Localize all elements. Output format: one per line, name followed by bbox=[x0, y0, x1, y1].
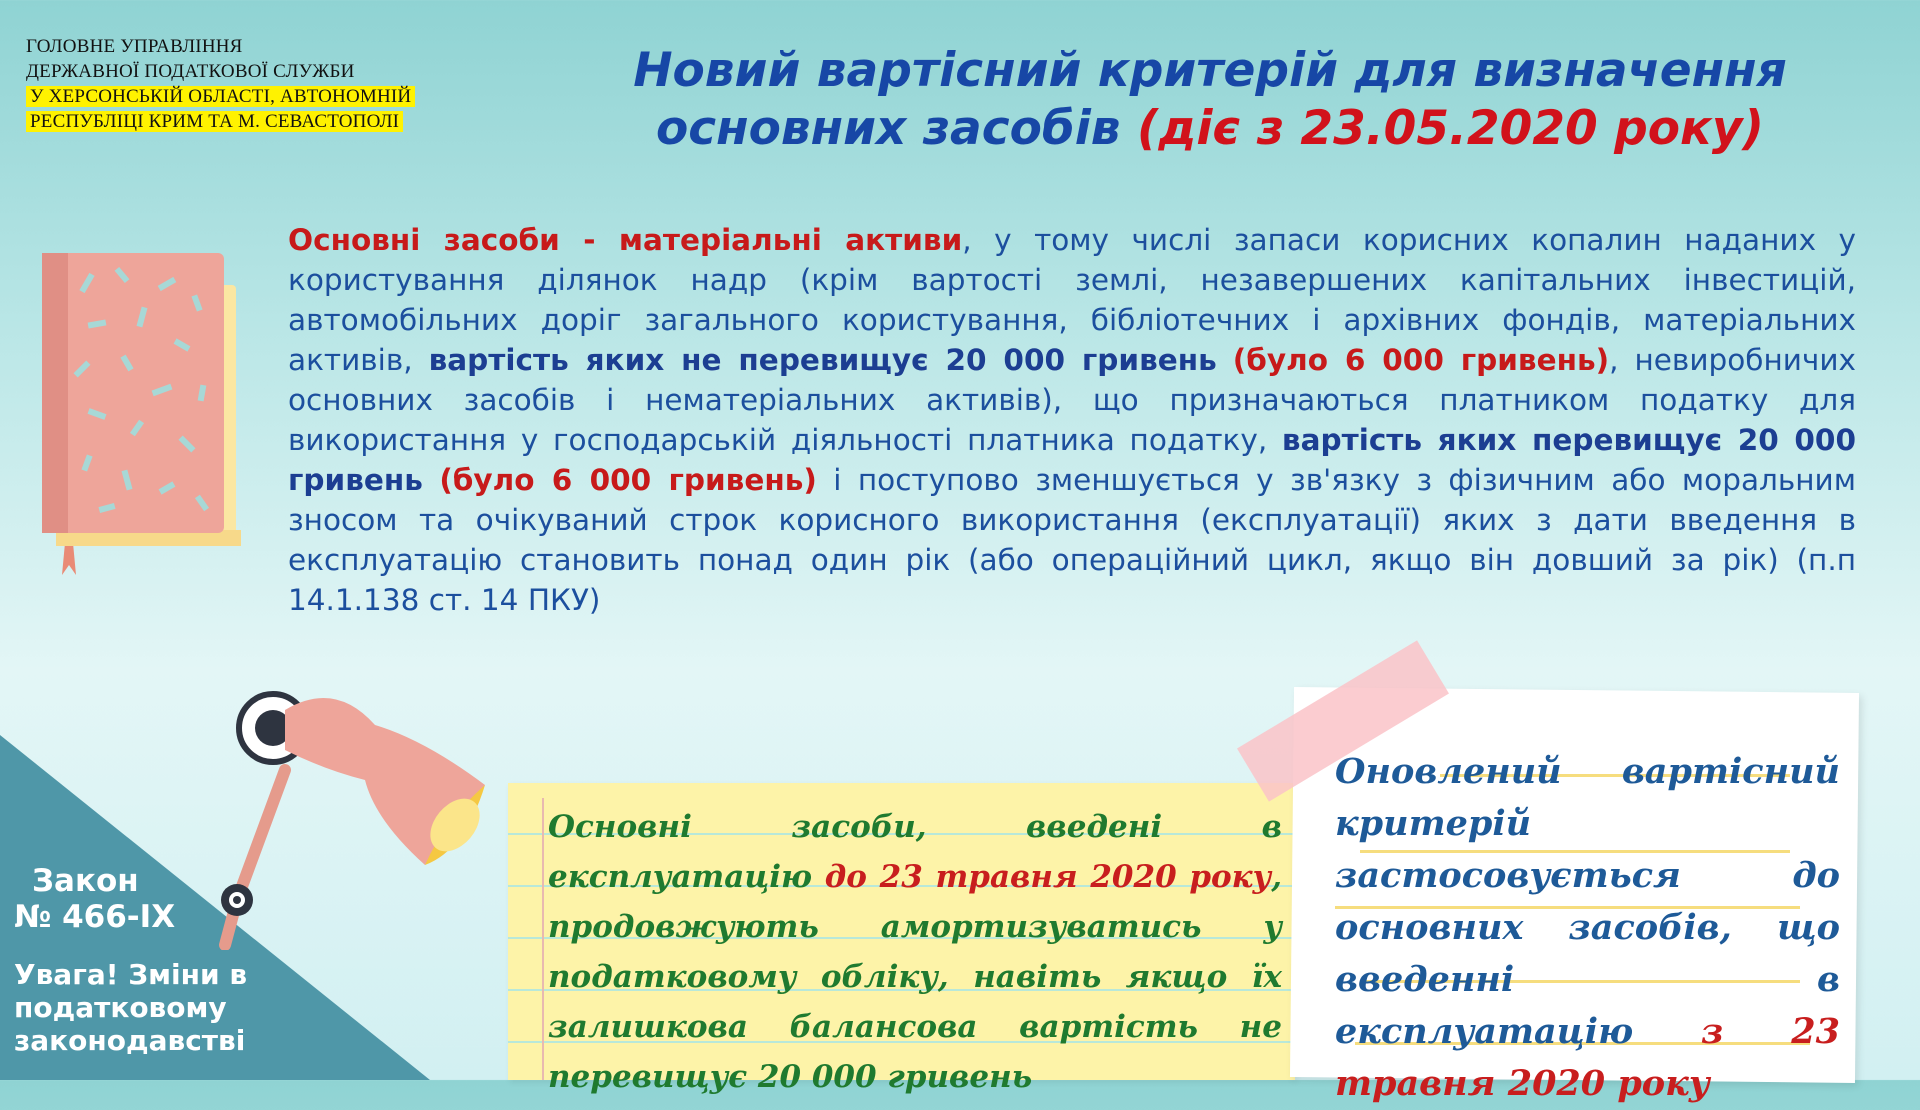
note-margin-line bbox=[508, 798, 544, 1080]
definition-part-2: , у тому числі запаси корисних копалин наданих у користування ділянок надр (крім вартості землі, незавершених капітальних інвестицій, автомобільних доріг загального користування, бібліотечних і архівних фондів, матеріальних активів, bbox=[288, 223, 1856, 377]
warning-text: Увага! Зміни в податковому законодавстві bbox=[14, 958, 248, 1057]
org-line-2: ДЕРЖАВНОЇ ПОДАТКОВОЇ СЛУЖБИ bbox=[26, 61, 355, 82]
page-title bbox=[560, 42, 1860, 158]
definition-old-value-2: (було 6 000 гривень) bbox=[439, 463, 817, 497]
definition-text bbox=[288, 220, 1856, 620]
law-line-2: № 466-ІХ bbox=[14, 899, 176, 935]
desk-lamp-icon bbox=[215, 690, 495, 950]
white-note-date: з 23 травня 2020 року bbox=[1335, 1011, 1841, 1104]
yellow-note-date: до 23 травня 2020 року bbox=[824, 859, 1272, 895]
white-note-part-1: Оновлений вартісний критерій застосовується до основних засобів, що введенні в експлуатацію bbox=[1335, 751, 1840, 1052]
law-line-1: Закон bbox=[32, 863, 139, 899]
title-date: (діє з 23.05.2020 року) bbox=[1136, 101, 1765, 156]
definition-threshold-1: вартість яких не перевищує 20 000 гривень bbox=[428, 343, 1217, 377]
org-line-3: У ХЕРСОНСЬКІЙ ОБЛАСТІ, АВТОНОМНІЙ bbox=[26, 86, 415, 107]
yellow-note-part-3: , продовжують амортизуватись у податковому обліку, навіть якщо їх залишкова балансова вартість не перевищує 20 000 гривень bbox=[548, 859, 1282, 1095]
org-line-4: РЕСПУБЛІЦІ КРИМ ТА М. СЕВАСТОПОЛІ bbox=[26, 111, 403, 132]
definition-old-value-1: (було 6 000 гривень) bbox=[1232, 343, 1610, 377]
definition-part-8: і поступово зменшується у зв'язку з фізичним або моральним зносом та очікуваний строк корисного використання (експлуатації) яких з дати введення в експлуатацію становить понад один рік (або операційний цикл, якщо він довший за рік) (п.п 14.1.138 ст. 14 ПКУ) bbox=[288, 463, 1856, 617]
yellow-note-text bbox=[548, 802, 1282, 1102]
yellow-note-part-1: Основні засоби, введені в експлуатацію bbox=[548, 809, 1282, 895]
book-icon bbox=[34, 245, 249, 590]
title-main: Новий вартісний критерій для визначення основних засобів bbox=[633, 43, 1787, 156]
org-line-1: ГОЛОВНЕ УПРАВЛІННЯ bbox=[26, 36, 243, 57]
definition-part-5: , невиробничих основних засобів і нематеріальних активів), що призначаються платником податку для використання у господарській діяльності платника податку, bbox=[288, 343, 1856, 457]
organization-header bbox=[26, 34, 506, 134]
definition-threshold-2: вартість яких перевищує 20 000 гривень bbox=[288, 423, 1856, 497]
law-badge bbox=[14, 863, 214, 935]
white-note-text bbox=[1335, 746, 1840, 1110]
definition-term: Основні засоби - матеріальні активи bbox=[288, 223, 963, 257]
